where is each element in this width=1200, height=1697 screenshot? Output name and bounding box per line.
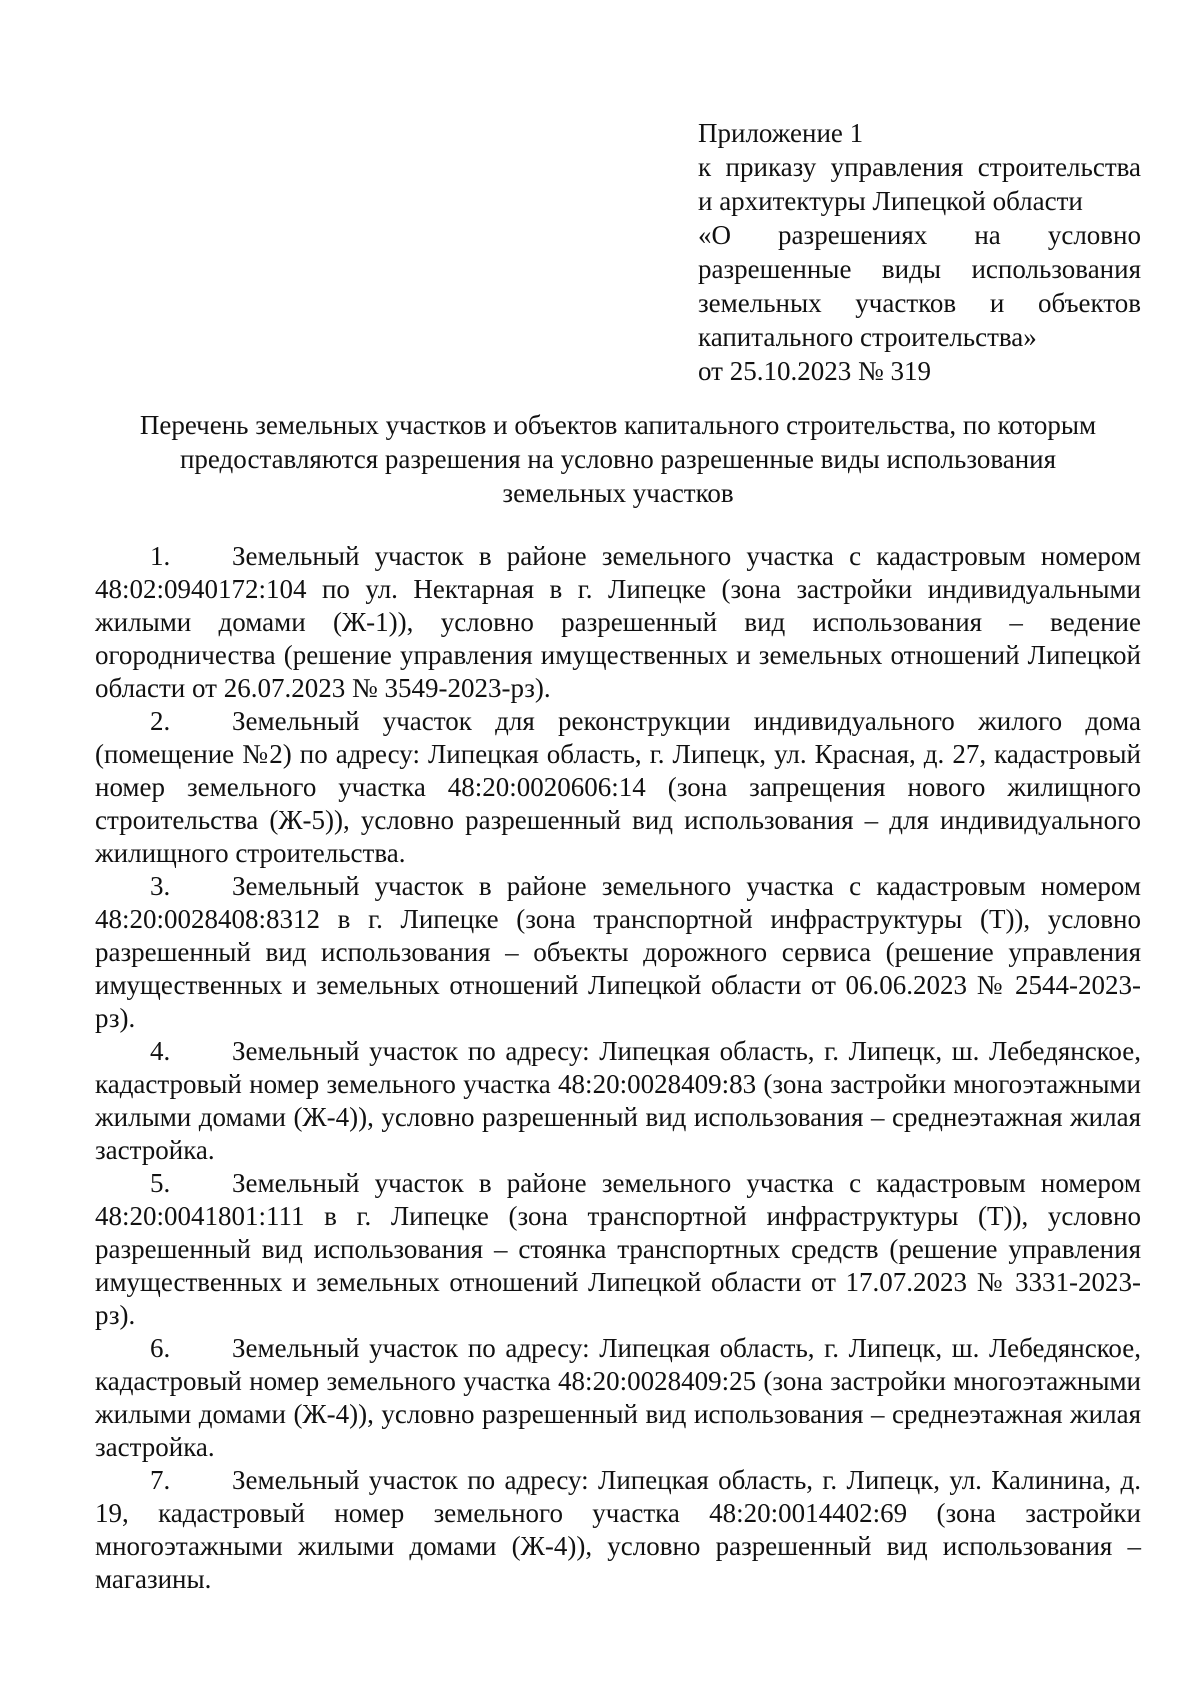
approval-block (698, 116, 1141, 388)
item-text: Земельный участок по адресу: Липецкая область, г. Липецк, ул. Калинина, д. 19, кадастровый номер земельного участка 48:20:0014402:69 (зона застройки многоэтажными жилыми домами (Ж-4)), условно разрешенный вид использования – магазины. (95, 1465, 1141, 1594)
approval-line: земельных участков и объектов (698, 288, 1141, 318)
list-item (95, 705, 1141, 870)
item-number: 2. (150, 706, 171, 736)
approval-line: разрешенные виды использования (698, 254, 1141, 284)
item-text: Земельный участок в районе земельного участка с кадастровым номером 48:20:0028408:8312 в г. Липецке (зона транспортной инфраструктуры (Т)), условно разрешенный вид использования – объекты дорожного сервиса (решение управления имущественных и земельных отношений Липецкой области от 06.06.2023 № 2544-2023-рз). (95, 871, 1141, 1033)
list-item (95, 1332, 1141, 1464)
title-line: предоставляются разрешения на условно разрешенные виды использования (179, 444, 1057, 474)
document-title (95, 408, 1141, 510)
list-item (95, 870, 1141, 1035)
list-item (95, 1167, 1141, 1332)
list-item (95, 540, 1141, 705)
item-text: Земельный участок по адресу: Липецкая область, г. Липецк, ш. Лебедянское, кадастровый номер земельного участка 48:20:0028409:83 (зона застройки многоэтажными жилыми домами (Ж-4)), условно разрешенный вид использования – среднеэтажная жилая застройка. (95, 1036, 1141, 1165)
approval-line: «О разрешениях на условно (698, 220, 1141, 250)
item-number: 3. (150, 871, 171, 901)
approval-line: к приказу управления строительства (698, 152, 1141, 182)
title-line: земельных участков (502, 478, 734, 508)
approval-date-number: от 25.10.2023 № 319 (698, 356, 931, 386)
item-text: Земельный участок в районе земельного участка с кадастровым номером 48:20:0041801:111 в г. Липецке (зона транспортной инфраструктуры (Т)), условно разрешенный вид использования – стоянка транспортных средств (решение управления имущественных и земельных отношений Липецкой области от 17.07.2023 № 3331-2023-рз). (95, 1168, 1141, 1330)
list-item (95, 1464, 1141, 1596)
item-number: 4. (150, 1036, 171, 1066)
approval-line: и архитектуры Липецкой области (698, 186, 1083, 216)
approval-line: капитального строительства» (698, 322, 1037, 352)
item-text: Земельный участок для реконструкции индивидуального жилого дома (помещение №2) по адресу: Липецкая область, г. Липецк, ул. Красная, д. 27, кадастровый номер земельного участка 48:20:0020606:14 (зона запрещения нового жилищного строительства (Ж-5)), условно разрешенный вид использования – для индивидуального жилищного строительства. (95, 706, 1141, 868)
land-plot-list (95, 540, 1141, 1596)
item-number: 7. (150, 1465, 171, 1495)
item-number: 5. (150, 1168, 171, 1198)
item-number: 1. (150, 541, 171, 571)
title-line: Перечень земельных участков и объектов капитального строительства, по которым (139, 410, 1097, 440)
item-text: Земельный участок по адресу: Липецкая область, г. Липецк, ш. Лебедянское, кадастровый номер земельного участка 48:20:0028409:25 (зона застройки многоэтажными жилыми домами (Ж-4)), условно разрешенный вид использования – среднеэтажная жилая застройка. (95, 1333, 1141, 1462)
approval-line: Приложение 1 (698, 118, 864, 148)
list-item (95, 1035, 1141, 1167)
item-number: 6. (150, 1333, 171, 1363)
item-text: Земельный участок в районе земельного участка с кадастровым номером 48:02:0940172:104 по ул. Нектарная в г. Липецке (зона застройки индивидуальными жилыми домами (Ж-1)), условно разрешенный вид использования – ведение огородничества (решение управления имущественных и земельных отношений Липецкой области от 26.07.2023 № 3549-2023-рз). (95, 541, 1141, 703)
